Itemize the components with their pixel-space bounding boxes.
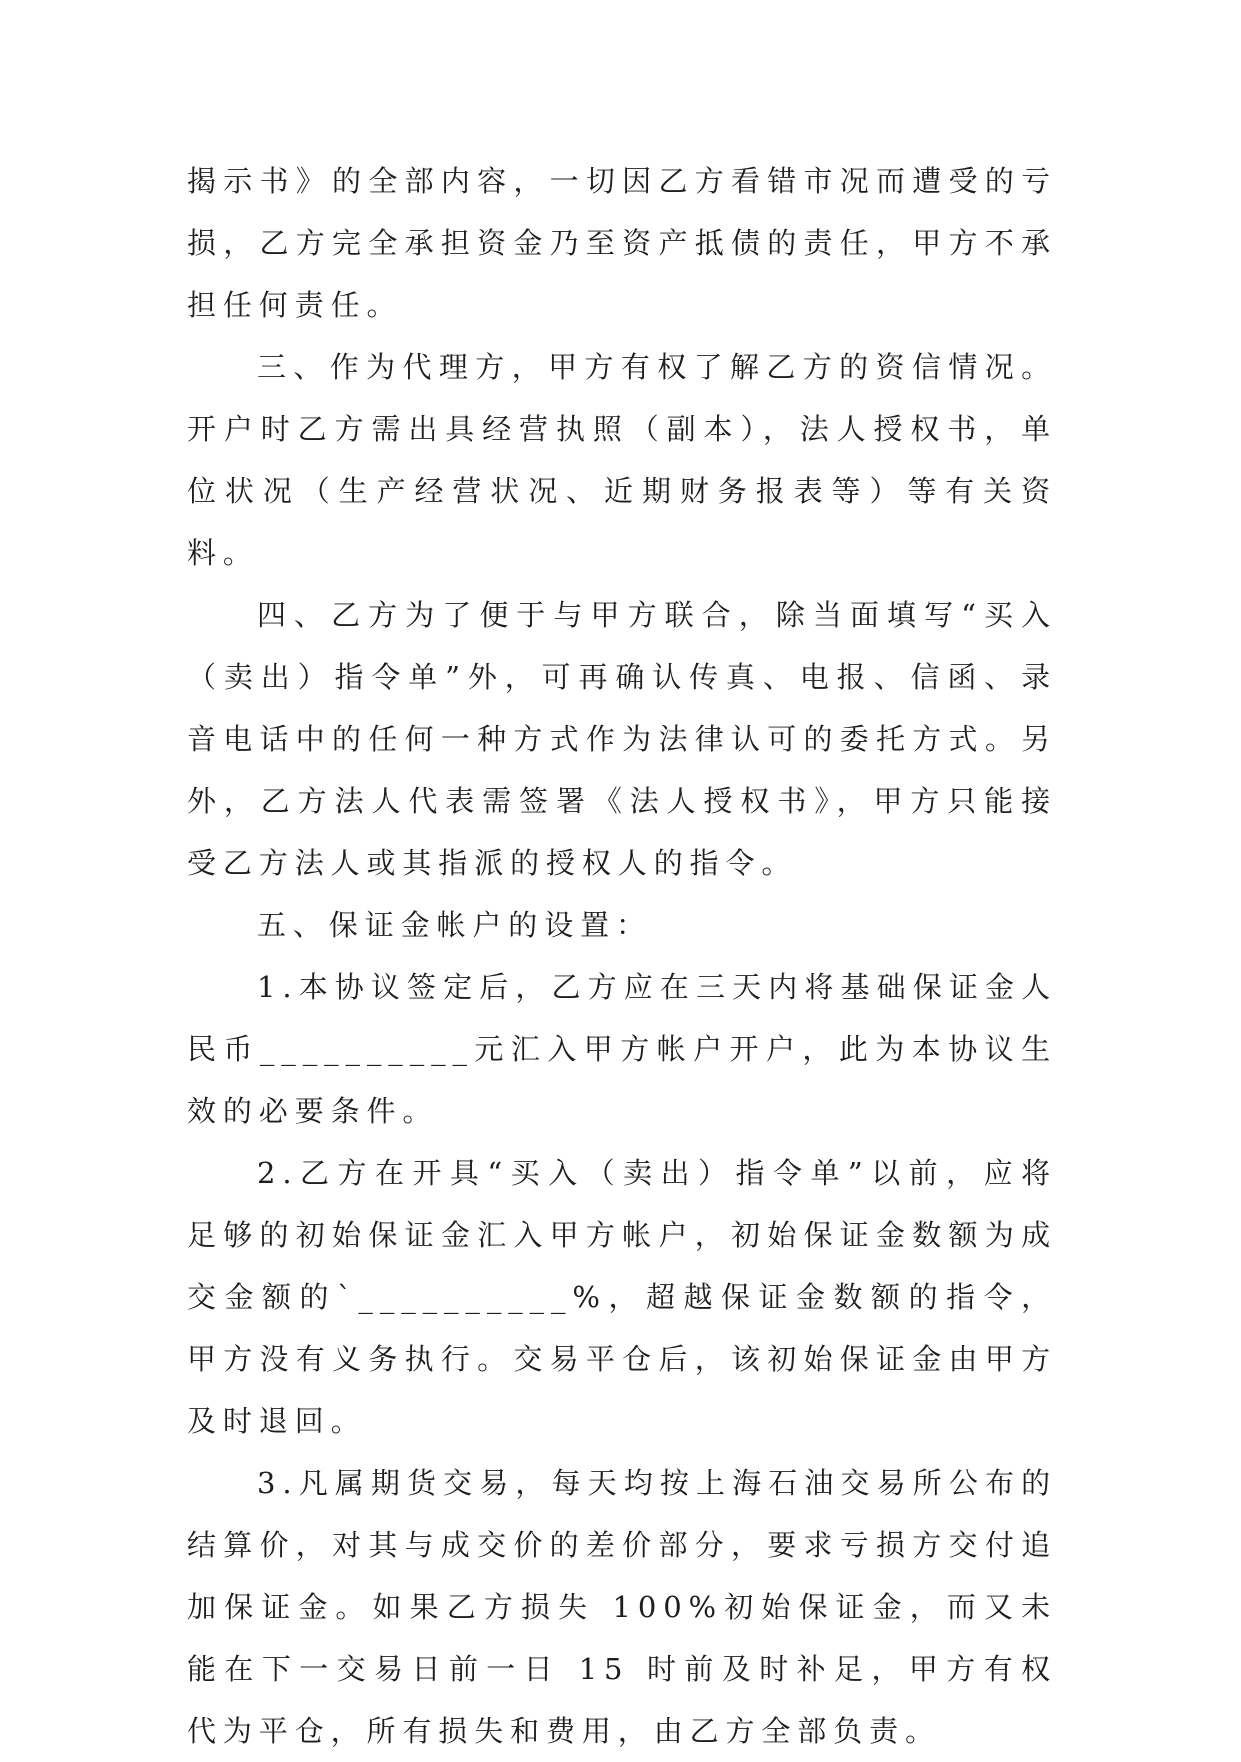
document-page xyxy=(187,150,1057,1762)
paragraph-clause-five-item-3: 3.凡属期货交易，每天均按上海石油交易所公布的结算价，对其与成交价的差价部分，要求亏损方交付追加保证金。如果乙方损失 100%初始保证金，而又未能在下一交易日前一日 15 时前及时补足，甲方有权代为平仓，所有损失和费用，由乙方全部负责。 xyxy=(187,1466,1057,1748)
paragraph-clause-five-item-2: 2.乙方在开具“买入（卖出）指令单”以前，应将足够的初始保证金汇入甲方帐户，初始保证金数额为成交金额的`__________%，超越保证金数额的指令，甲方没有义务执行。交易平仓后，该初始保证金由甲方及时退回。 xyxy=(187,1156,1057,1438)
paragraph-clause-four: 四、乙方为了便于与甲方联合，除当面填写“买入（卖出）指令单”外，可再确认传真、电报、信函、录音电话中的任何一种方式作为法律认可的委托方式。另外，乙方法人代表需签署《法人授权书》，甲方只能接受乙方法人或其指派的授权人的指令。 xyxy=(187,598,1057,880)
paragraph-clause-three: 三、作为代理方，甲方有权了解乙方的资信情况。开户时乙方需出具经营执照（副本），法人授权书，单位状况（生产经营状况、近期财务报表等）等有关资料。 xyxy=(187,350,1057,570)
paragraph-clause-five-heading: 五、保证金帐户的设置： xyxy=(257,908,652,942)
paragraph-risk-disclosure-continued: 揭示书》的全部内容，一切因乙方看错市况而遭受的亏损，乙方完全承担资金乃至资产抵债的责任，甲方不承担任何责任。 xyxy=(187,164,1057,322)
paragraph-clause-five-item-1: 1.本协议签定后，乙方应在三天内将基础保证金人民币__________元汇入甲方帐户开户，此为本协议生效的必要条件。 xyxy=(187,970,1057,1128)
